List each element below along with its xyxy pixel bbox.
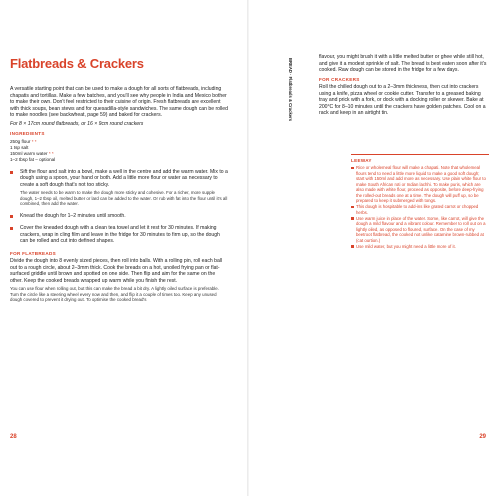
leeway-item: Use warm juice in place of the water. Some, like carrot, will give the dough a mild flavour and a vibrant colour. Remember to roll out on a lightly oiled, as opposed to floured, surface. On the case of my beetroot flatbread, the cooked not unlike catamine brown-rubbed at (cat ourtion.) xyxy=(351,216,489,244)
method-steps xyxy=(10,169,228,245)
square-bullet-icon xyxy=(351,206,354,209)
flatbreads-note: You can use flour when rolling out, but this can make the bread a bit dry. A lightly oiled surface is preferable. Turn the circle like a steering wheel every now and then, and flip it a couple of times too. Keep any unused dough covered to prevent it drying out. To optimise the cooked bread's xyxy=(10,286,219,303)
recipe-title: Flatbreads & Crackers xyxy=(10,56,144,71)
square-bullet-icon xyxy=(10,215,13,218)
ingredients-list xyxy=(10,139,228,163)
running-head-text: BREAD · Flatbreads & Crackers xyxy=(288,58,293,122)
step-note: The water needs to be warm to make the dough more sticky and cohesive. For a richer, more supple dough, 1–2 tbsp oil, melted butter or lard can be added to the water. Or rub with fat into the flour until it's all combined, then add the water. xyxy=(20,190,228,207)
leeway-list xyxy=(351,165,489,249)
left-page-body xyxy=(10,86,228,305)
ingredient-item: 150ml warm water * * xyxy=(10,150,54,156)
leeway-heading: LEEWAY xyxy=(351,158,372,163)
method-step xyxy=(10,169,228,207)
asterisk-mark: * * xyxy=(31,138,37,144)
right-page xyxy=(249,0,496,496)
step-text: Cover the kneaded dough with a clean tea towel and let it rest for 30 minutes. If making crackers, wrap in cling film and leave in the fridge for 30 minutes to firm up, so the dough can be rolled and cut into defined shapes. xyxy=(20,225,220,245)
leeway-box xyxy=(351,154,489,250)
page-number-right: 29 xyxy=(479,434,486,440)
asterisk-mark: * * xyxy=(48,150,54,156)
continued-text: flavour, you might brush it with a little melted butter or ghee while still hot, and give it a modest sprinkle of salt. The bread is best eaten soon after it's cooked. Raw dough can be stored in the fridge for a few days. xyxy=(319,54,487,73)
method-step xyxy=(10,225,228,245)
leeway-item: This dough is hospitable to add-ins like grated carrot or chopped herbs. xyxy=(351,204,489,215)
leeway-item: Use mild water, but you might need a little more of it. xyxy=(351,244,489,250)
square-bullet-icon xyxy=(10,227,13,230)
ingredients-heading: INGREDIENTS xyxy=(10,131,45,136)
running-head xyxy=(285,58,295,138)
square-bullet-icon xyxy=(351,217,354,220)
square-bullet-icon xyxy=(351,245,354,248)
crackers-text: Roll the chilled dough out to a 2–3mm thickness, then cut into crackers using a knife, pizza wheel or cookie cutter. Transfer to a greased baking tray and prick with a fork, or dock with a docking roller or skewer. Bake at 200°C for 8–10 minutes until the crackers have golden patches. Cool on a rack and keep in an airtight tin. xyxy=(319,84,486,116)
left-page xyxy=(0,0,247,496)
square-bullet-icon xyxy=(351,167,354,170)
right-page-body xyxy=(319,54,489,120)
square-bullet-icon xyxy=(10,171,13,174)
step-text: Knead the dough for 1–2 minutes until smooth. xyxy=(20,212,126,219)
flatbreads-text: Divide the dough into 8 evenly sized pieces, then roll into balls. With a rolling pin, roll each ball out to a rough circle, about 2–3mm thick. Cook the breads on a hot, unoiled frying pan or flat-surfaced griddle until brown and spotted on one side. Then flip and aim for the same on the other. Keep the cooked breads wrapped up warm while you finish the rest. xyxy=(10,258,223,284)
ingredient-item: 1 tsp salt xyxy=(10,144,29,150)
step-text: Sift the flour and salt into a bowl, make a well in the centre and add the warm water. Mix to a dough using a spoon, your hand or both. Add a little more flour or water as necessary to create a soft dough that's not too sticky. xyxy=(20,168,228,188)
ingredient-item: 1–2 tbsp fat – optional xyxy=(10,156,56,162)
flatbreads-heading: FOR FLATBREADS xyxy=(10,250,56,256)
recipe-intro: A versatile starting point that can be used to make a dough for all sorts of flatbreads, including chapatis and tortillas. Make a few batches, and you'll see why people in India and Mexico bother to make their own. Don't feel restricted to their cuisine of origin. Fresh flatbreads are excellent with thick soups, bean stews and for quesadilla-style sandwiches. The same dough can be rolled to make noodles (see backwheat, page 59) and baked for crackers. xyxy=(10,86,228,118)
ingredient-item: 250g flour * * xyxy=(10,138,37,144)
crackers-heading: FOR CRACKERS xyxy=(319,76,360,82)
page-number-left: 28 xyxy=(10,434,17,440)
method-step xyxy=(10,213,228,220)
recipe-yield: For 8 × 17cm round flatbreads, or 16 × 9cm round crackers xyxy=(10,120,144,127)
leeway-item: Rice or wholemeal flour will make a chapati. Note that wholemeal flours tend to need a little more liquid to make a good soft dough; start with 150ml and add more as necessary. Use plain white flour to make South African roti or Indian lachhi. To make puris, which are also made with white flour, proceed as opposite, before deep-frying the rolled-out breads one at a time. The dough will puff up, so be prepared to keep it submerged with tongs. xyxy=(351,165,489,204)
